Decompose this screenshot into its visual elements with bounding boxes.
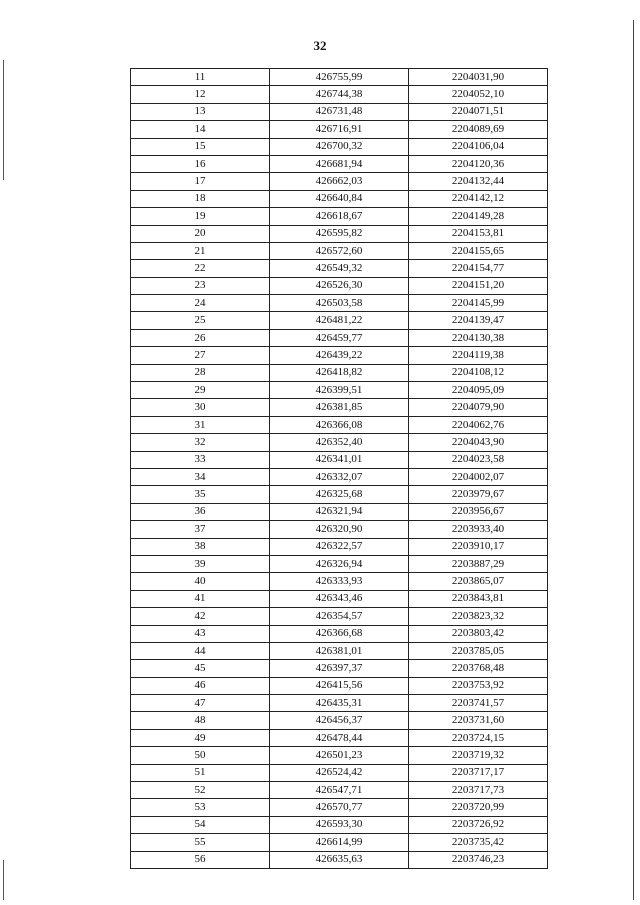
x-coordinate-cell: 426549,32 — [270, 260, 409, 277]
y-coordinate-cell: 2204043,90 — [409, 434, 548, 451]
table-row — [131, 173, 548, 190]
table-row — [131, 364, 548, 381]
x-coordinate-cell: 426399,51 — [270, 382, 409, 399]
y-coordinate-cell: 2204145,99 — [409, 295, 548, 312]
point-number-cell: 26 — [131, 329, 270, 346]
point-number-cell: 48 — [131, 712, 270, 729]
x-coordinate-cell: 426381,85 — [270, 399, 409, 416]
point-number-cell: 54 — [131, 816, 270, 833]
scan-edge-left — [3, 60, 4, 180]
y-coordinate-cell: 2204119,38 — [409, 347, 548, 364]
table-row — [131, 208, 548, 225]
x-coordinate-cell: 426593,30 — [270, 816, 409, 833]
x-coordinate-cell: 426503,58 — [270, 295, 409, 312]
point-number-cell: 49 — [131, 729, 270, 746]
table-row — [131, 677, 548, 694]
x-coordinate-cell: 426343,46 — [270, 590, 409, 607]
y-coordinate-cell: 2204108,12 — [409, 364, 548, 381]
point-number-cell: 45 — [131, 660, 270, 677]
x-coordinate-cell: 426681,94 — [270, 155, 409, 172]
point-number-cell: 56 — [131, 851, 270, 868]
point-number-cell: 31 — [131, 416, 270, 433]
table-row — [131, 86, 548, 103]
table-row — [131, 347, 548, 364]
table-row — [131, 312, 548, 329]
point-number-cell: 39 — [131, 555, 270, 572]
y-coordinate-cell: 2203910,17 — [409, 538, 548, 555]
y-coordinate-cell: 2203785,05 — [409, 642, 548, 659]
x-coordinate-cell: 426618,67 — [270, 208, 409, 225]
point-number-cell: 42 — [131, 608, 270, 625]
y-coordinate-cell: 2203979,67 — [409, 486, 548, 503]
point-number-cell: 13 — [131, 103, 270, 120]
point-number-cell: 27 — [131, 347, 270, 364]
x-coordinate-cell: 426481,22 — [270, 312, 409, 329]
x-coordinate-cell: 426570,77 — [270, 799, 409, 816]
table-row — [131, 555, 548, 572]
y-coordinate-cell: 2203768,48 — [409, 660, 548, 677]
point-number-cell: 47 — [131, 695, 270, 712]
y-coordinate-cell: 2203865,07 — [409, 573, 548, 590]
x-coordinate-cell: 426352,40 — [270, 434, 409, 451]
point-number-cell: 51 — [131, 764, 270, 781]
x-coordinate-cell: 426397,37 — [270, 660, 409, 677]
table-row — [131, 242, 548, 259]
table-row — [131, 277, 548, 294]
y-coordinate-cell: 2204052,10 — [409, 86, 548, 103]
y-coordinate-cell: 2203753,92 — [409, 677, 548, 694]
point-number-cell: 21 — [131, 242, 270, 259]
x-coordinate-cell: 426439,22 — [270, 347, 409, 364]
table-row — [131, 712, 548, 729]
table-row — [131, 103, 548, 120]
table-row — [131, 816, 548, 833]
x-coordinate-cell: 426333,93 — [270, 573, 409, 590]
point-number-cell: 18 — [131, 190, 270, 207]
coordinates-table — [130, 68, 548, 869]
y-coordinate-cell: 2204023,58 — [409, 451, 548, 468]
table-row — [131, 747, 548, 764]
table-row — [131, 329, 548, 346]
y-coordinate-cell: 2203956,67 — [409, 503, 548, 520]
y-coordinate-cell: 2203823,32 — [409, 608, 548, 625]
x-coordinate-cell: 426595,82 — [270, 225, 409, 242]
point-number-cell: 17 — [131, 173, 270, 190]
point-number-cell: 19 — [131, 208, 270, 225]
y-coordinate-cell: 2204062,76 — [409, 416, 548, 433]
table-row — [131, 538, 548, 555]
point-number-cell: 20 — [131, 225, 270, 242]
table-row — [131, 503, 548, 520]
point-number-cell: 28 — [131, 364, 270, 381]
table-row — [131, 521, 548, 538]
table-row — [131, 416, 548, 433]
table-row — [131, 729, 548, 746]
point-number-cell: 35 — [131, 486, 270, 503]
x-coordinate-cell: 426332,07 — [270, 468, 409, 485]
point-number-cell: 38 — [131, 538, 270, 555]
y-coordinate-cell: 2203731,60 — [409, 712, 548, 729]
x-coordinate-cell: 426716,91 — [270, 121, 409, 138]
x-coordinate-cell: 426700,32 — [270, 138, 409, 155]
point-number-cell: 50 — [131, 747, 270, 764]
y-coordinate-cell: 2203735,42 — [409, 834, 548, 851]
table-row — [131, 468, 548, 485]
table-row — [131, 642, 548, 659]
table-row — [131, 625, 548, 642]
point-number-cell: 24 — [131, 295, 270, 312]
x-coordinate-cell: 426320,90 — [270, 521, 409, 538]
y-coordinate-cell: 2203843,81 — [409, 590, 548, 607]
point-number-cell: 40 — [131, 573, 270, 590]
y-coordinate-cell: 2204031,90 — [409, 69, 548, 86]
point-number-cell: 34 — [131, 468, 270, 485]
y-coordinate-cell: 2204089,69 — [409, 121, 548, 138]
point-number-cell: 30 — [131, 399, 270, 416]
point-number-cell: 16 — [131, 155, 270, 172]
x-coordinate-cell: 426326,94 — [270, 555, 409, 572]
table-row — [131, 851, 548, 868]
x-coordinate-cell: 426635,63 — [270, 851, 409, 868]
coordinates-table-body — [131, 69, 548, 869]
table-row — [131, 834, 548, 851]
point-number-cell: 53 — [131, 799, 270, 816]
table-row — [131, 573, 548, 590]
table-row — [131, 608, 548, 625]
table-row — [131, 799, 548, 816]
point-number-cell: 15 — [131, 138, 270, 155]
x-coordinate-cell: 426526,30 — [270, 277, 409, 294]
y-coordinate-cell: 2204002,07 — [409, 468, 548, 485]
y-coordinate-cell: 2204149,28 — [409, 208, 548, 225]
x-coordinate-cell: 426322,57 — [270, 538, 409, 555]
table-row — [131, 295, 548, 312]
y-coordinate-cell: 2203803,42 — [409, 625, 548, 642]
table-row — [131, 138, 548, 155]
x-coordinate-cell: 426366,68 — [270, 625, 409, 642]
x-coordinate-cell: 426456,37 — [270, 712, 409, 729]
point-number-cell: 55 — [131, 834, 270, 851]
y-coordinate-cell: 2203746,23 — [409, 851, 548, 868]
point-number-cell: 11 — [131, 69, 270, 86]
table-row — [131, 155, 548, 172]
x-coordinate-cell: 426744,38 — [270, 86, 409, 103]
x-coordinate-cell: 426640,84 — [270, 190, 409, 207]
y-coordinate-cell: 2204071,51 — [409, 103, 548, 120]
point-number-cell: 25 — [131, 312, 270, 329]
y-coordinate-cell: 2204142,12 — [409, 190, 548, 207]
table-row — [131, 121, 548, 138]
y-coordinate-cell: 2203933,40 — [409, 521, 548, 538]
y-coordinate-cell: 2204153,81 — [409, 225, 548, 242]
point-number-cell: 43 — [131, 625, 270, 642]
x-coordinate-cell: 426614,99 — [270, 834, 409, 851]
x-coordinate-cell: 426325,68 — [270, 486, 409, 503]
table-row — [131, 382, 548, 399]
y-coordinate-cell: 2204130,38 — [409, 329, 548, 346]
x-coordinate-cell: 426366,08 — [270, 416, 409, 433]
y-coordinate-cell: 2203741,57 — [409, 695, 548, 712]
table-row — [131, 225, 548, 242]
x-coordinate-cell: 426354,57 — [270, 608, 409, 625]
table-row — [131, 764, 548, 781]
table-row — [131, 434, 548, 451]
table-row — [131, 69, 548, 86]
point-number-cell: 33 — [131, 451, 270, 468]
x-coordinate-cell: 426341,01 — [270, 451, 409, 468]
scan-edge-right — [633, 20, 634, 900]
y-coordinate-cell: 2203720,99 — [409, 799, 548, 816]
table-row — [131, 782, 548, 799]
point-number-cell: 22 — [131, 260, 270, 277]
table-row — [131, 590, 548, 607]
y-coordinate-cell: 2203887,29 — [409, 555, 548, 572]
y-coordinate-cell: 2204155,65 — [409, 242, 548, 259]
y-coordinate-cell: 2203724,15 — [409, 729, 548, 746]
table-row — [131, 190, 548, 207]
table-row — [131, 451, 548, 468]
x-coordinate-cell: 426478,44 — [270, 729, 409, 746]
table-row — [131, 399, 548, 416]
point-number-cell: 32 — [131, 434, 270, 451]
x-coordinate-cell: 426501,23 — [270, 747, 409, 764]
y-coordinate-cell: 2203726,92 — [409, 816, 548, 833]
y-coordinate-cell: 2203719,32 — [409, 747, 548, 764]
y-coordinate-cell: 2204154,77 — [409, 260, 548, 277]
point-number-cell: 12 — [131, 86, 270, 103]
table-row — [131, 660, 548, 677]
x-coordinate-cell: 426572,60 — [270, 242, 409, 259]
x-coordinate-cell: 426435,31 — [270, 695, 409, 712]
point-number-cell: 29 — [131, 382, 270, 399]
point-number-cell: 23 — [131, 277, 270, 294]
x-coordinate-cell: 426381,01 — [270, 642, 409, 659]
y-coordinate-cell: 2204106,04 — [409, 138, 548, 155]
y-coordinate-cell: 2204151,20 — [409, 277, 548, 294]
y-coordinate-cell: 2203717,73 — [409, 782, 548, 799]
table-row — [131, 695, 548, 712]
x-coordinate-cell: 426321,94 — [270, 503, 409, 520]
point-number-cell: 14 — [131, 121, 270, 138]
table-row — [131, 486, 548, 503]
y-coordinate-cell: 2203717,17 — [409, 764, 548, 781]
x-coordinate-cell: 426418,82 — [270, 364, 409, 381]
x-coordinate-cell: 426459,77 — [270, 329, 409, 346]
x-coordinate-cell: 426731,48 — [270, 103, 409, 120]
page-number: 32 — [313, 38, 327, 53]
point-number-cell: 44 — [131, 642, 270, 659]
point-number-cell: 52 — [131, 782, 270, 799]
y-coordinate-cell: 2204120,36 — [409, 155, 548, 172]
x-coordinate-cell: 426662,03 — [270, 173, 409, 190]
point-number-cell: 36 — [131, 503, 270, 520]
point-number-cell: 41 — [131, 590, 270, 607]
point-number-cell: 46 — [131, 677, 270, 694]
y-coordinate-cell: 2204095,09 — [409, 382, 548, 399]
x-coordinate-cell: 426547,71 — [270, 782, 409, 799]
y-coordinate-cell: 2204139,47 — [409, 312, 548, 329]
y-coordinate-cell: 2204132,44 — [409, 173, 548, 190]
x-coordinate-cell: 426755,99 — [270, 69, 409, 86]
table-row — [131, 260, 548, 277]
y-coordinate-cell: 2204079,90 — [409, 399, 548, 416]
scan-edge-left-lower — [3, 860, 4, 900]
point-number-cell: 37 — [131, 521, 270, 538]
x-coordinate-cell: 426415,56 — [270, 677, 409, 694]
x-coordinate-cell: 426524,42 — [270, 764, 409, 781]
